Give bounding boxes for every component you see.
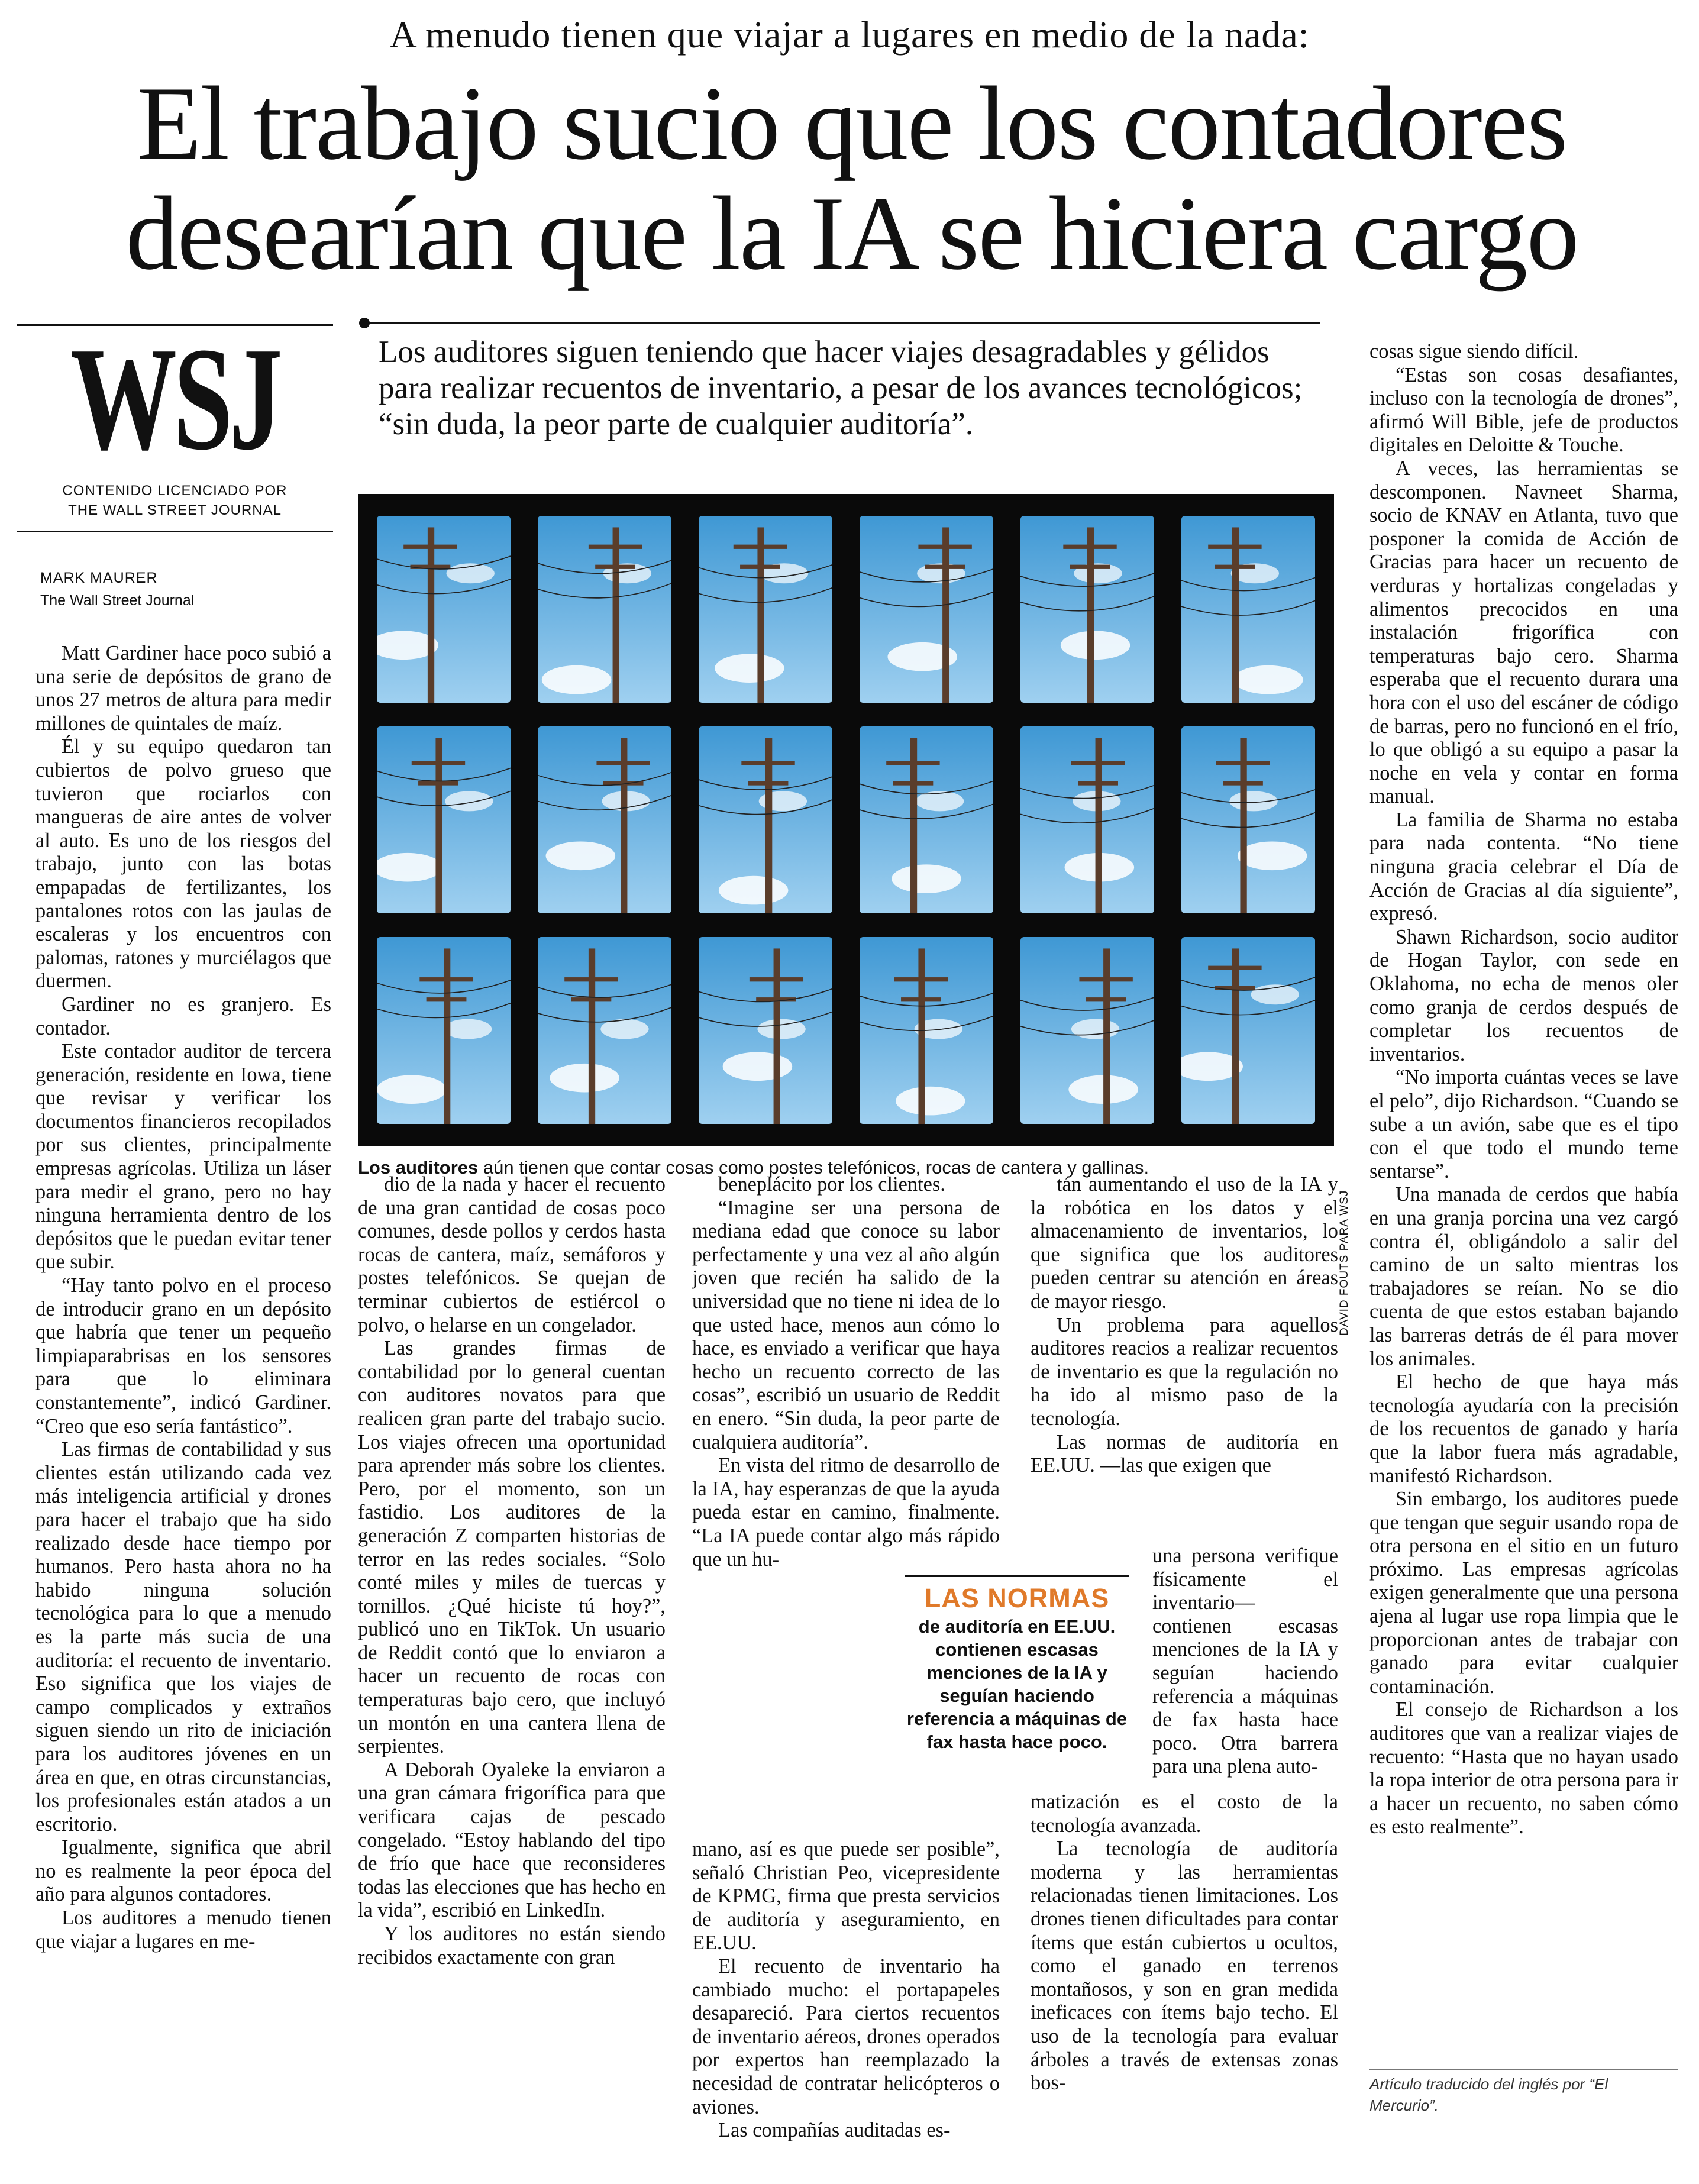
utility-pole-photo	[1181, 726, 1315, 913]
paragraph: tán aumentando el uso de la IA y la robótica en los datos y el almacenamiento de inventarios, lo que significa que los auditores pueden centrar su atención en áreas de mayor riesgo.	[1031, 1173, 1338, 1313]
paragraph: El consejo de Richardson a los auditores que van a realizar viajes de recuento: “Hasta que no hayan usado la ropa interior de otra persona para ir a hacer un recuento, no saben cómo es esto realmente”.	[1369, 1698, 1678, 1839]
paragraph: Él y su equipo quedaron tan cubiertos de polvo grueso que tuvieron que rociarlos con mangueras de aire antes de volver al auto. Es uno de los riesgos del trabajo, junto con las botas empapadas de fertilizantes, los pantalones rotos con las jaulas de escaleras y los encuentros con palomas, ratones y murciélagos que duermen.	[35, 735, 331, 993]
footnote-rule	[1369, 2069, 1678, 2070]
paragraph: Shawn Richardson, socio auditor de Hogan Taylor, con sede en Oklahoma, no echa de menos oler como granja de cerdos después de completar los recuentos de inventarios.	[1369, 925, 1678, 1065]
utility-pole-photo	[699, 516, 832, 703]
utility-pole-photo	[699, 726, 832, 913]
column-1	[35, 642, 331, 1953]
paragraph: beneplácito por los clientes.	[718, 1173, 945, 1196]
paragraph: Sin embargo, los auditores puede que tengan que seguir usando ropa de otra persona en el sitio en un futuro próximo. Las empresas agrícolas exigen generalmente que una persona ajena al lugar use ropa limpia que le proporcionan antes de trabajar con ganado para evitar cualquier contaminación.	[1369, 1488, 1678, 1698]
paragraph: El recuento de inventario ha cambiado mucho: el portapapeles desapareció. Para ciertos recuentos de inventario aéreos, drones operados por expertos han reemplazado la necesidad de contratar helicópteros o aviones.	[692, 1954, 1000, 2118]
paragraph: “Hay tanto polvo en el proceso de introducir grano en un depósito que habría que tener un pequeño limpiaparabrisas en los sensores para que lo eliminara constantemente”, indicó Gardiner. “Creo que eso sería fantástico”.	[35, 1274, 331, 1437]
paragraph: Las normas de auditoría en EE.UU. —las que exigen que	[1031, 1430, 1338, 1477]
paragraph: “Estas son cosas desafiantes, incluso con la tecnología de drones”, afirmó Will Bible, jefe de productos digitales en Deloitte & Touche.	[1369, 363, 1678, 457]
paragraph: La tecnología de auditoría moderna y las herramientas relacionadas tienen limitaciones. Los drones tienen dificultades para contar ítems que están cubiertos u ocultos, como el ganado en terrenos montañosos, y son en gran medida ineficaces con ítems bajo techo. El uso de la tecnología para evaluar árboles a través de extensas zonas bos-	[1031, 1837, 1338, 2095]
photo-credit	[1338, 1158, 1356, 1336]
utility-pole-photo	[1020, 937, 1154, 1124]
paragraph: “No importa cuántas veces se lave el pelo”, dijo Richardson. “Cuando se sube a un avión, sabe que es el tipo con el que todo el mundo teme sentarse”.	[1369, 1066, 1678, 1183]
utility-pole-photo	[1181, 516, 1315, 703]
paragraph: Matt Gardiner hace poco subió a una serie de depósitos de grano de unos 27 metros de altura para medir millones de quintales de maíz.	[35, 642, 331, 735]
deck-rule	[362, 322, 1320, 324]
utility-pole-photo	[860, 937, 993, 1124]
paragraph: Este contador auditor de tercera generación, residente en Iowa, tiene que revisar y verificar los documentos financieros recopilados por sus clientes, principalmente empresas agrícolas. Utiliza un láser para medir el grano, pero no hay ninguna herramienta dentro de los depósitos que le puedan evitar tener que subir.	[35, 1040, 331, 1274]
paragraph: “Imagine ser una persona de mediana edad que conoce su labor perfectamente y una vez al año algún joven que recién ha salido de la universidad que no tiene ni idea de lo que usted hace, menos aun cómo lo hace, es enviado a verificar que haya hecho un recuento correcto de las cosas”, escribió un usuario de Reddit en enero. “Sin duda, la peor parte de cualquiera auditoría”.	[692, 1196, 1000, 1453]
byline-outlet: The Wall Street Journal	[40, 592, 195, 609]
kicker: A menudo tienen que viajar a lugares en medio de la nada:	[389, 14, 1310, 56]
headline	[35, 64, 1668, 292]
paragraph: Las compañías auditadas es-	[718, 2119, 951, 2142]
photo-grid	[377, 516, 1315, 1124]
paragraph: Igualmente, significa que abril no es realmente la peor época del año para algunos contadores.	[35, 1836, 331, 1906]
paragraph: Un problema para aquellos auditores reacios a realizar recuentos de inventario es que la regulación no ha ido al mismo paso de la tecnología.	[1031, 1313, 1338, 1430]
headline-line-2: desearían que la IA se hiciera cargo	[125, 175, 1578, 292]
paragraph: cosas sigue siendo difícil.	[1369, 340, 1579, 363]
column-3-bottom	[692, 1838, 1000, 2143]
paragraph: Gardiner no es granjero. Es contador.	[35, 993, 331, 1039]
paragraph: En vista del ritmo de desarrollo de la IA, hay esperanzas de que la ayuda pueda estar en camino, finalmente. “La IA puede contar algo más rápido que un hu-	[692, 1454, 1000, 1571]
paragraph: Las grandes firmas de contabilidad por lo general cuentan con auditores novatos para que realicen gran parte del trabajo sucio. Los viajes ofrecen una oportunidad para aprender más sobre los clientes. Pero, por el momento, son un fastidio. Los auditores de la generación Z comparten historias de terror en las redes sociales. “Solo conté miles y miles de tuercas y tornillos. ¿Qué hiciste tú hoy?”, publicó uno en TikTok. Un usuario de Reddit contó que lo enviaron a hacer un recuento de rocas con temperaturas bajo cero, que incluyó un montón en una cantera llena de serpientes.	[358, 1337, 666, 1758]
utility-pole-photo	[538, 516, 671, 703]
translation-note: Artículo traducido del inglés por “El Mercurio”.	[1369, 2075, 1608, 2114]
paragraph: Los auditores a menudo tienen que viajar a lugares en me-	[35, 1907, 331, 1953]
utility-pole-photo	[538, 726, 671, 913]
wsj-logo: WSJ	[70, 317, 279, 481]
utility-pole-photo	[860, 726, 993, 913]
licensed-line-1: CONTENIDO LICENCIADO POR	[62, 483, 288, 499]
byline-author: MARK MAURER	[40, 570, 158, 586]
column-3-top	[692, 1173, 1000, 1571]
utility-pole-photo	[538, 937, 671, 1124]
column-4-bottom	[1031, 1791, 1338, 2095]
utility-pole-photo	[699, 937, 832, 1124]
utility-pole-photo	[1020, 516, 1154, 703]
deck: Los auditores siguen teniendo que hacer viajes desagradables y gélidos para realizar recuentos de inventario, a pesar de los avances tecnológicos; “sin duda, la peor parte de cualquier auditoría”.	[379, 335, 1303, 441]
pull-quote	[905, 1575, 1129, 1753]
pull-quote-body: de auditoría en EE.UU. contienen escasas menciones de la IA y seguían haciendo referencia a máquinas de fax hasta hace poco.	[906, 1616, 1128, 1752]
photo-collage	[358, 494, 1334, 1146]
paragraph: matización es el costo de la tecnología avanzada.	[1031, 1791, 1338, 1837]
column-4-top	[1031, 1173, 1338, 1478]
utility-pole-photo	[377, 516, 511, 703]
paragraph: La familia de Sharma no estaba para nada contenta. “No tiene ninguna gracia celebrar el Día de Acción de Gracias al día siguiente”, expresó.	[1369, 808, 1678, 925]
licensed-note	[17, 481, 333, 520]
headline-line-1: El trabajo sucio que los contadores	[137, 64, 1567, 182]
pull-quote-title: LAS NORMAS	[924, 1583, 1110, 1613]
column-5	[1369, 340, 1678, 1839]
paragraph: una persona verifique físicamente el inventario— contienen escasas menciones de la IA y seguían haciendo referencia a máquinas de fax hasta hace poco. Otra barrera para una plena auto-	[1152, 1545, 1338, 1778]
utility-pole-photo	[1181, 937, 1315, 1124]
utility-pole-photo	[860, 516, 993, 703]
utility-pole-photo	[377, 726, 511, 913]
paragraph: A Deborah Oyaleke la enviaron a una gran cámara frigorífica para que verificara cajas de pescado congelado. “Estoy hablando del tipo de frío que hace que reconsideres todas las elecciones que has hecho en la vida”, escribió en LinkedIn.	[358, 1758, 666, 1922]
paragraph: El hecho de que haya más tecnología ayudaría con la precisión de los recuentos de ganado y haría que la labor fuera más agradable, manifestó Richardson.	[1369, 1371, 1678, 1487]
paragraph: mano, así es que puede ser posible”, señaló Christian Peo, vicepresidente de KPMG, firma que presta servicios de auditoría y aseguramiento, en EE.UU.	[692, 1838, 1000, 1954]
brand-bottom-rule	[17, 531, 333, 532]
photo-credit-text: DAVID FOUTS PARA WSJ	[1338, 1190, 1351, 1336]
column-4-wrap	[1152, 1545, 1338, 1779]
caption-text: aún tienen que contar cosas como postes telefónicos, rocas de cantera y gallinas.	[478, 1157, 1149, 1178]
utility-pole-photo	[1020, 726, 1154, 913]
caption-lead: Los auditores	[358, 1157, 479, 1178]
utility-pole-photo	[377, 937, 511, 1124]
paragraph: Una manada de cerdos que había en una granja porcina una vez cargó contra él, obligándolo a salir del camino de un salto mientras los trabajadores se reían. No se dio cuenta de que estos estaban bajando las barreras detrás de él para mover los animales.	[1369, 1183, 1678, 1370]
paragraph: A veces, las herramientas se descomponen. Navneet Sharma, socio de KNAV en Atlanta, tuvo que posponer la comida de Acción de Gracias para hacer un recuento de verduras y hortalizas congeladas y alimentos precocidos en una instalación frigorífica con temperaturas bajo cero. Sharma esperaba que el recuento durara una hora con el uso del escáner de código de barras, pero no funcionó en el frío, lo que obligó a su equipo a pasar la noche en vela y contar en forma manual.	[1369, 457, 1678, 808]
paragraph: dio de la nada y hacer el recuento de una gran cantidad de cosas poco comunes, desde pollos y cerdos hasta rocas de cantera, maíz, semáforos y postes telefónicos. Se quejan de terminar cubiertos de estiércol o polvo, o helarse en un congelador.	[358, 1173, 666, 1336]
paragraph: Y los auditores no están siendo recibidos exactamente con gran	[358, 1923, 666, 1969]
paragraph: Las firmas de contabilidad y sus clientes están utilizando cada vez más inteligencia artificial y drones para hacer el trabajo que ha sido realizado desde hace tiempo por humanos. Pero hasta ahora no ha habido ninguna solución tecnológica para lo que a menudo es la parte más sucia de una auditoría: el recuento de inventario. Eso significa que los viajes de campo complicados y extraños siguen siendo un rito de iniciación para los auditores jóvenes en un área en que, en otras circunstancias, los profesionales están atados a un escritorio.	[35, 1438, 331, 1836]
column-2	[358, 1173, 666, 1969]
licensed-line-2: THE WALL STREET JOURNAL	[68, 502, 282, 518]
